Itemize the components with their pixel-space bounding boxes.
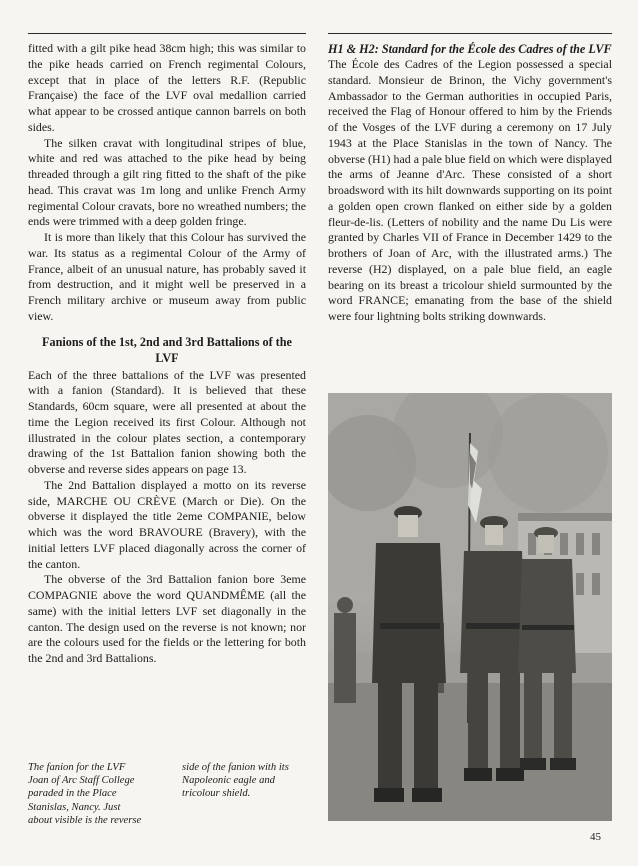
top-rule-left — [28, 33, 306, 34]
body-paragraph: The 2nd Battalion displayed a motto on its reverse side, MARCHE OU CRÈVE (March or Die). On the obverse it displayed the title 2eme COMPANIE, below which was the word BRAVOURE (Bravery), with the initial letters LVF placed diagonally across the corner of the canton. — [28, 477, 306, 571]
caption-line: tricolour shield. — [182, 788, 251, 800]
caption-line: Stanislas, Nancy. Just — [28, 801, 121, 813]
body-paragraph: fitted with a gilt pike head 38cm high; this was similar to the pike heads carried on French regimental Colours, except that in place of the letters R.F. (Republic Française) the face of the LVF oval medallion carried what appear to be crossed antique cannon barrels on both sides. — [28, 41, 306, 134]
photo-caption-part1 — [28, 761, 164, 827]
section-heading-h1-h2: H1 & H2: Standard for the École des Cadres of the LVF — [328, 42, 612, 56]
parade-photograph — [328, 393, 612, 821]
body-paragraph: It is more than likely that this Colour has survived the war. Its status as a regimental Colour of the Army of France, albeit of an unusual nature, has probably saved it from destruction, and it might well be preserved in a French military archive or museum away from public view. — [28, 230, 306, 323]
caption-line: about visible is the reverse — [28, 814, 142, 826]
caption-line: Napoleonic eagle and — [182, 775, 275, 787]
caption-line: side of the fanion with its — [182, 762, 289, 773]
left-column — [28, 41, 306, 667]
section-heading-fanions: Fanions of the 1st, 2nd and 3rd Battalions of the LVF — [42, 334, 292, 365]
page-number: 45 — [590, 831, 601, 843]
body-paragraph: Each of the three battalions of the LVF was presented with a fanion (Standard). It is believed that these Standards, 60cm square, were all presented at about the time the Legion received its first Colour. Although not illustrated in the colour plates section, a contemporary drawing of the 1st Battalion fanion showing both the obverse and reverse sides appears on page 13. — [28, 367, 306, 476]
photo-caption-part2 — [182, 761, 306, 801]
body-paragraph: The obverse of the 3rd Battalion fanion bore 3eme COMPAGNIE above the word QUANDMÊME (all the same) with the initial letters LVF set diagonally in the canton. The design used on the reverse is not known; nor are the colours used for the fields or the lettering for both the 2nd and 3rd Battalions. — [28, 572, 306, 665]
body-paragraph: The silken cravat with longitudinal stripes of blue, white and red was attached to the pike head by being threaded through a gilt ring fitted to the shaft of the pike head. This cravat was 1m long and unlike French Army regimental Colour cravats, bore no wreathed numbers; the ends were trimmed with a deep golden fringe. — [28, 135, 306, 229]
caption-line: paraded in the Place — [28, 788, 117, 800]
right-column — [328, 41, 612, 325]
top-rule-right — [328, 33, 612, 34]
caption-line: Joan of Arc Staff College — [28, 775, 135, 787]
body-paragraph: The École des Cadres of the Legion possessed a special standard. Monsieur de Brinon, the Vichy government's Ambassador to the German authorities in occupied Paris, received the Flag of Honour offered to him by the Friends of the Vosges of the LVF during a ceremony on 17 July 1943 at the Place Stanislas in the town of Nancy. The obverse (H1) had a pale blue field on which were displayed the arms of Jeanne d'Arc. These consisted of a short broadsword with its hilt downwards supporting on its point a golden open crown flanked on either side by a golden fleur-de-lis. (Letters of nobility and the name Du Lis were granted by Charles VII of France in December 1429 to the brothers of Joan of Arc, with the illustrated arms.) The reverse (H2) displayed, on a pale blue field, an eagle bearing on its breast a tricolour shield surmounted by the word FRANCE; emanating from the base of the shield were four lightning bolts striking downwards. — [328, 57, 612, 323]
caption-line: The fanion for the LVF — [28, 762, 126, 773]
